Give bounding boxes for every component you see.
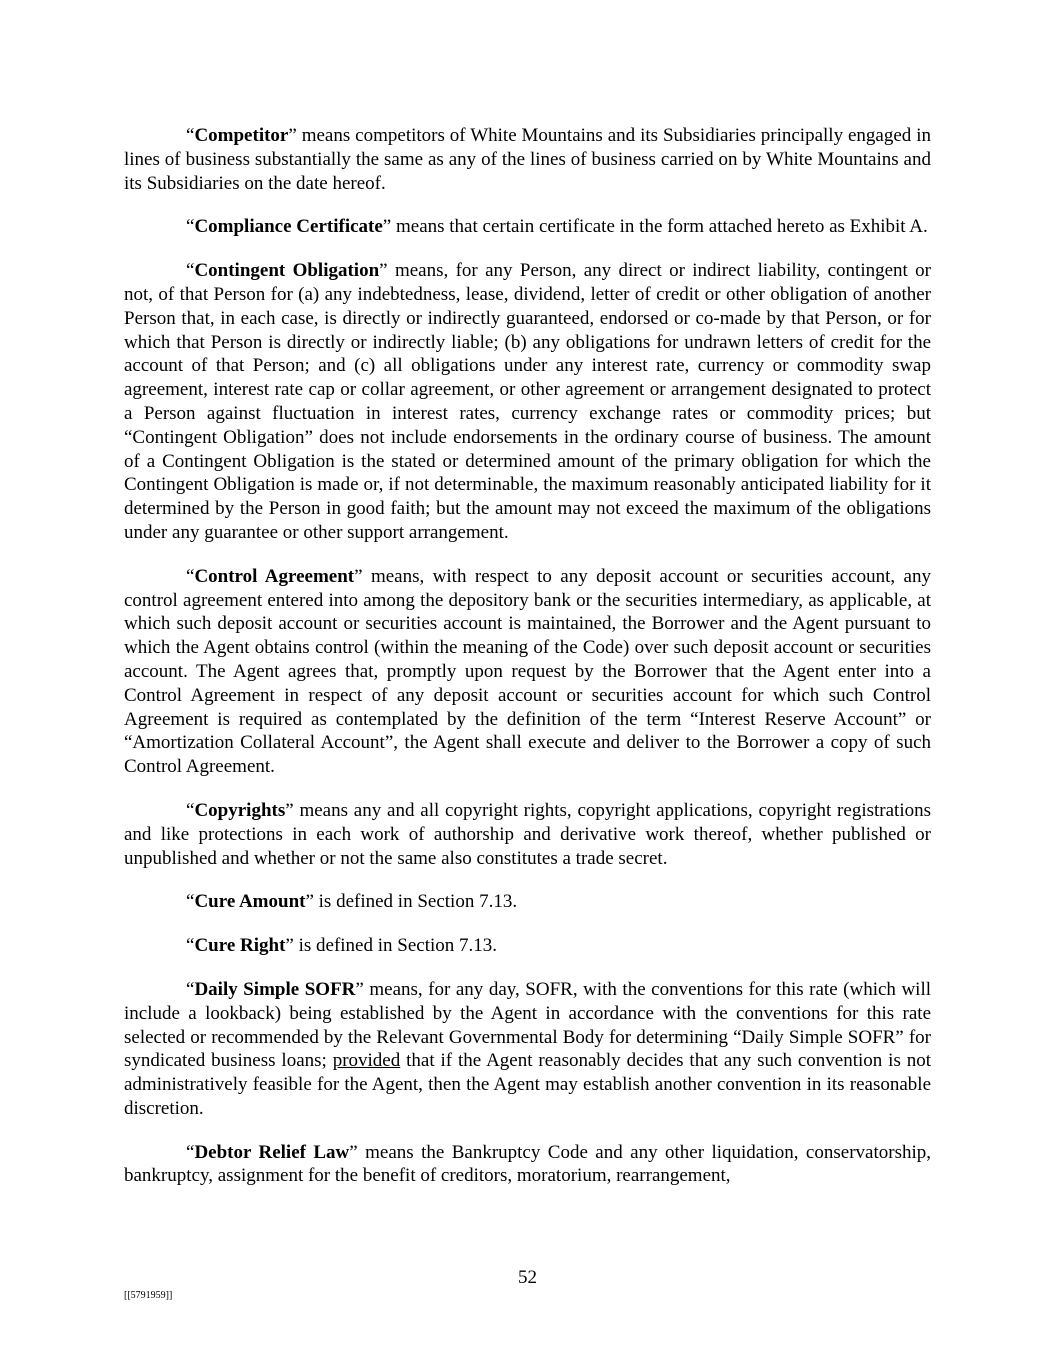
open-quote: “ (186, 125, 195, 146)
close-quote: ” (288, 125, 297, 146)
close-quote: ” (382, 216, 392, 238)
close-quote: ” (379, 260, 388, 282)
page-number: 52 (518, 1267, 537, 1288)
definition-text: means competitors of White Mountains and its Subsidiaries principally engaged in lines of business substantially the same as any of the lines of business carried on by White Mountains and its Subsidiaries on the date hereof. (124, 125, 931, 194)
definition-text: is defined in Section 7.13. (293, 935, 498, 957)
definition-debtor-relief-law (124, 1141, 931, 1189)
close-quote: ” (349, 1141, 358, 1163)
open-quote: “ (186, 935, 195, 957)
definition-text: means any and all copyright rights, copyright applications, copyright registrations and like protections in each work of authorship and derivative work thereof, whether published or unpublished and whether or not the same also constitutes a trade secret. (124, 799, 931, 869)
definition-text: means, for any Person, any direct or indirect liability, contingent or not, of that Person for (a) any indebtedness, lease, dividend, letter of credit or other obligation of another Person that, in each case, is directly or indirectly guaranteed, endorsed or co-made by that Person, or for which that Person is directly or indirectly liable; (b) any obligations for undrawn letters of credit for the account of that Person; and (c) all obligations under any interest rate, currency or commodity swap agreement, interest rate cap or collar agreement, or other agreement or arrangement designated to protect a Person against fluctuation in interest rates, currency exchange rates or commodity prices; but “Contingent Obligation” does not include endorsements in the ordinary course of business. The amount of a Contingent Obligation is the stated or determined amount of the primary obligation for which the Contingent Obligation is made or, if not determinable, the maximum reasonably anticipated liability for it determined by the Person in good faith; but the amount may not exceed the maximum of the obligations under any guarantee or other support arrangement. (124, 260, 931, 543)
open-quote: “ (186, 891, 195, 913)
close-quote: ” (305, 891, 314, 913)
close-quote: ” (355, 978, 364, 1000)
definition-text: means the Bankruptcy Code and any other liquidation, conservatorship, bankruptcy, assignment for the benefit of creditors, moratorium, rearrangement, (124, 1141, 931, 1187)
defined-term: Competitor (194, 125, 289, 146)
close-quote: ” (285, 799, 294, 821)
document-id: [[5791959]] (124, 1290, 173, 1301)
open-quote: “ (186, 978, 195, 1000)
underlined-term-provided: provided (332, 1050, 401, 1072)
definition-text: means, with respect to any deposit account or securities account, any control agreement entered into among the depository bank or the securities intermediary, as applicable, at which such deposit account or securities account is maintained, the Borrower and the Agent pursuant to which the Agent obtains control (within the meaning of the Code) over such deposit account or securities account. The Agent agrees that, promptly upon request by the Borrower that the Agent enter into a Control Agreement in respect of any deposit account or securities account for which such Control Agreement is required as contemplated by the definition of the term “Interest Reserve Account” or “Amortization Collateral Account”, the Agent shall execute and deliver to the Borrower a copy of such Control Agreement. (124, 565, 931, 778)
definition-cure-right (124, 934, 931, 958)
definition-text-continued: that if the Agent reasonably decides that any such convention is not administratively feasible for the Agent, then the Agent may establish another convention in its reasonable discretion. (124, 1050, 932, 1119)
definition-cure-amount (124, 890, 931, 914)
definition-text: means, for any day, SOFR, with the conventions for this rate (which will include a lookback) being established by the Agent in accordance with the conventions for this rate selected or recommended by the Relevant Governmental Body for determining “Daily Simple SOFR” for syndicated business loans; (124, 978, 932, 1072)
defined-term: Copyrights (194, 799, 286, 821)
open-quote: “ (186, 565, 195, 587)
open-quote: “ (186, 1141, 195, 1163)
defined-term: Debtor Relief Law (194, 1141, 350, 1163)
definition-text: is defined in Section 7.13. (313, 891, 518, 913)
document-body (124, 124, 931, 1208)
definition-control-agreement (124, 565, 931, 779)
open-quote: “ (186, 260, 195, 282)
defined-term: Cure Right (194, 935, 286, 957)
definition-daily-simple-sofr (124, 978, 931, 1121)
defined-term: Compliance Certificate (194, 216, 383, 238)
defined-term: Cure Amount (194, 891, 306, 913)
defined-term: Control Agreement (194, 565, 355, 587)
definition-contingent-obligation (124, 259, 931, 545)
open-quote: “ (186, 216, 195, 238)
definition-copyrights (124, 799, 931, 870)
close-quote: ” (354, 565, 363, 587)
definition-competitor (124, 124, 931, 195)
defined-term: Daily Simple SOFR (194, 978, 356, 1000)
defined-term: Contingent Obligation (194, 260, 380, 282)
definition-compliance-certificate (124, 215, 931, 239)
open-quote: “ (186, 799, 195, 821)
close-quote: ” (285, 935, 294, 957)
definition-text: means that certain certificate in the form attached hereto as Exhibit A. (391, 216, 928, 238)
